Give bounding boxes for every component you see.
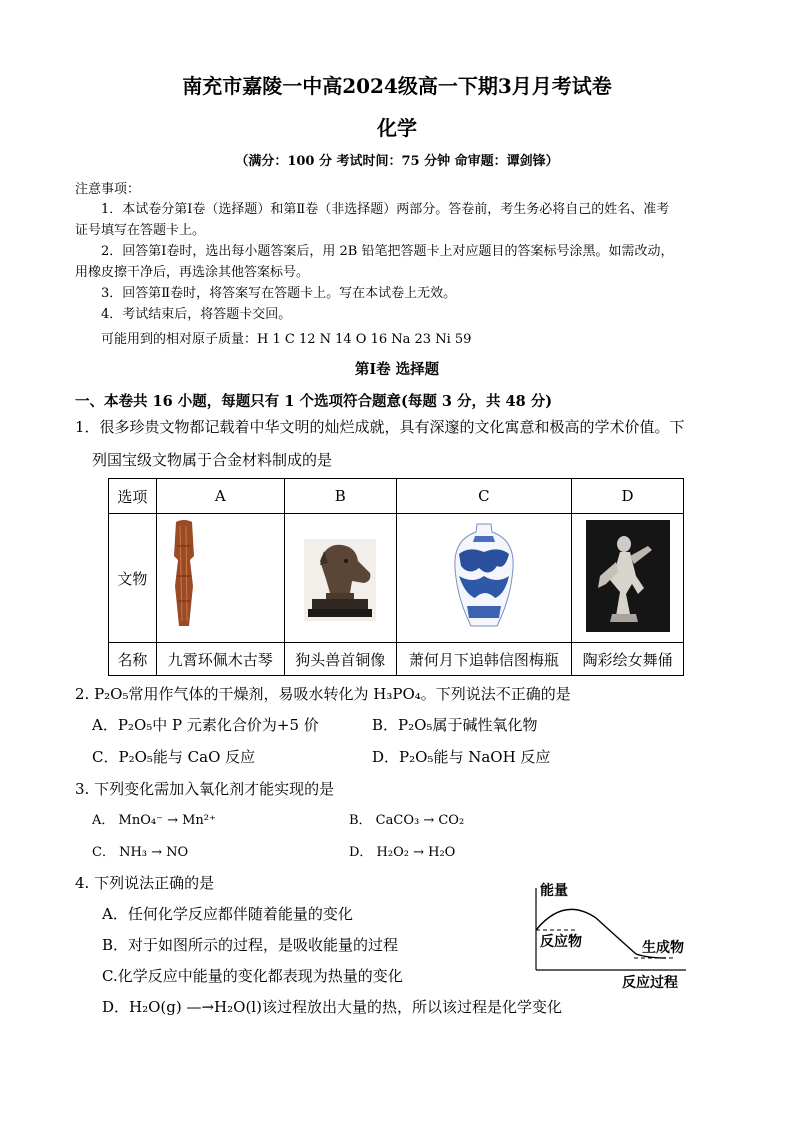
exam-title: 南充市嘉陵一中高2024级高一下期3月月考试卷 <box>182 74 612 98</box>
table-header-cell: C <box>396 479 571 514</box>
q4-option-a: A．任何化学反应都伴随着能量的变化 <box>102 905 353 923</box>
table-header-cell: B <box>284 479 396 514</box>
q3-stem: 3. 下列变化需加入氧化剂才能实现的是 <box>75 780 335 798</box>
notes-heading: 注意事项： <box>75 182 141 197</box>
table-cell: 九霄环佩木古琴 <box>156 643 284 676</box>
q1-stem-line-2: 列国宝级文物属于合金材料制成的是 <box>92 451 333 469</box>
section-1-heading: 一、本卷共 16 小题，每题只有 1 个选项符合题意(每题 3 分，共 48 分) <box>75 393 553 410</box>
table-cell: 狗头兽首铜像 <box>284 643 396 676</box>
table-header-cell: 选项 <box>109 479 157 514</box>
diagram-product-label: 生成物 <box>642 940 684 956</box>
diagram-y-label: 能量 <box>540 883 568 899</box>
exam-info: （满分：100 分 考试时间：75 分钟 命审题：谭剑锋） <box>235 154 559 169</box>
note-item-3: 3．回答第Ⅱ卷时，将答案写在答题卡上。写在本试卷上无效。 <box>101 286 457 301</box>
dog-head-bronze-image <box>284 514 396 643</box>
q4-option-b: B．对于如图所示的过程，是吸收能量的过程 <box>102 936 399 954</box>
table-cell: 萧何月下追韩信图梅瓶 <box>396 643 571 676</box>
part1-title: 第Ⅰ卷 选择题 <box>354 361 440 378</box>
diagram-reactant-label: 反应物 <box>540 934 582 950</box>
note-item-2-line-1: 2．回答第Ⅰ卷时，选出每小题答案后，用 2B 铅笔把答题卡上对应题目的答案标号涂黑。如需改动， <box>101 244 674 259</box>
q4-option-c: C.化学反应中能量的变化都表现为热量的变化 <box>102 967 403 985</box>
q3-option-a: A． MnO₄⁻ → Mn²⁺ <box>92 813 216 828</box>
q2-option-b: B．P₂O₅属于碱性氧化物 <box>372 716 538 734</box>
note-item-2-line-2: 用橡皮擦干净后，再选涂其他答案标号。 <box>75 265 310 280</box>
note-item-1-line-2: 证号填写在答题卡上。 <box>75 223 206 238</box>
q2-stem: 2. P₂O₅常用作气体的干燥剂，易吸水转化为 H₃PO₄。下列说法不正确的是 <box>75 685 571 703</box>
q1-stem-line-1: 1．很多珍贵文物都记载着中华文明的灿烂成就，具有深邃的文化寓意和极高的学术价值。下 <box>75 418 685 436</box>
dancer-figurine-image <box>572 514 684 643</box>
q3-option-d: D． H₂O₂ → H₂O <box>349 845 456 860</box>
q2-option-c: C．P₂O₅能与 CaO 反应 <box>92 748 256 766</box>
q3-option-c: C． NH₃ → NO <box>92 845 189 860</box>
q4-stem: 4. 下列说法正确的是 <box>75 874 215 892</box>
table-cell: 陶彩绘女舞俑 <box>572 643 684 676</box>
table-header-cell: A <box>156 479 284 514</box>
meiping-vase-image <box>396 514 571 643</box>
guqin-image <box>156 514 284 643</box>
table-header-cell: D <box>572 479 684 514</box>
note-item-4: 4．考试结束后，将答题卡交回。 <box>101 307 292 322</box>
q2-option-a: A．P₂O₅中 P 元素化合价为+5 价 <box>92 716 319 734</box>
note-item-1-line-1: 1．本试卷分第Ⅰ卷（选择题）和第Ⅱ卷（非选择题）两部分。答卷前，考生务必将自己的姓名、准考 <box>101 202 670 217</box>
q3-option-b: B． CaCO₃ → CO₂ <box>349 813 465 828</box>
diagram-x-label: 反应过程 <box>622 975 678 991</box>
q1-artifact-table <box>108 478 684 676</box>
table-row-label: 名称 <box>109 643 157 676</box>
table-row-label: 文物 <box>109 514 157 643</box>
atomic-masses: 可能用到的相对原子质量：H 1 C 12 N 14 O 16 Na 23 Ni 59 <box>101 332 472 347</box>
q4-option-d: D．H₂O(g) —→H₂O(l)该过程放出大量的热，所以该过程是化学变化 <box>102 998 562 1016</box>
subject-title: 化学 <box>377 116 417 140</box>
q2-option-d: D．P₂O₅能与 NaOH 反应 <box>372 748 551 766</box>
